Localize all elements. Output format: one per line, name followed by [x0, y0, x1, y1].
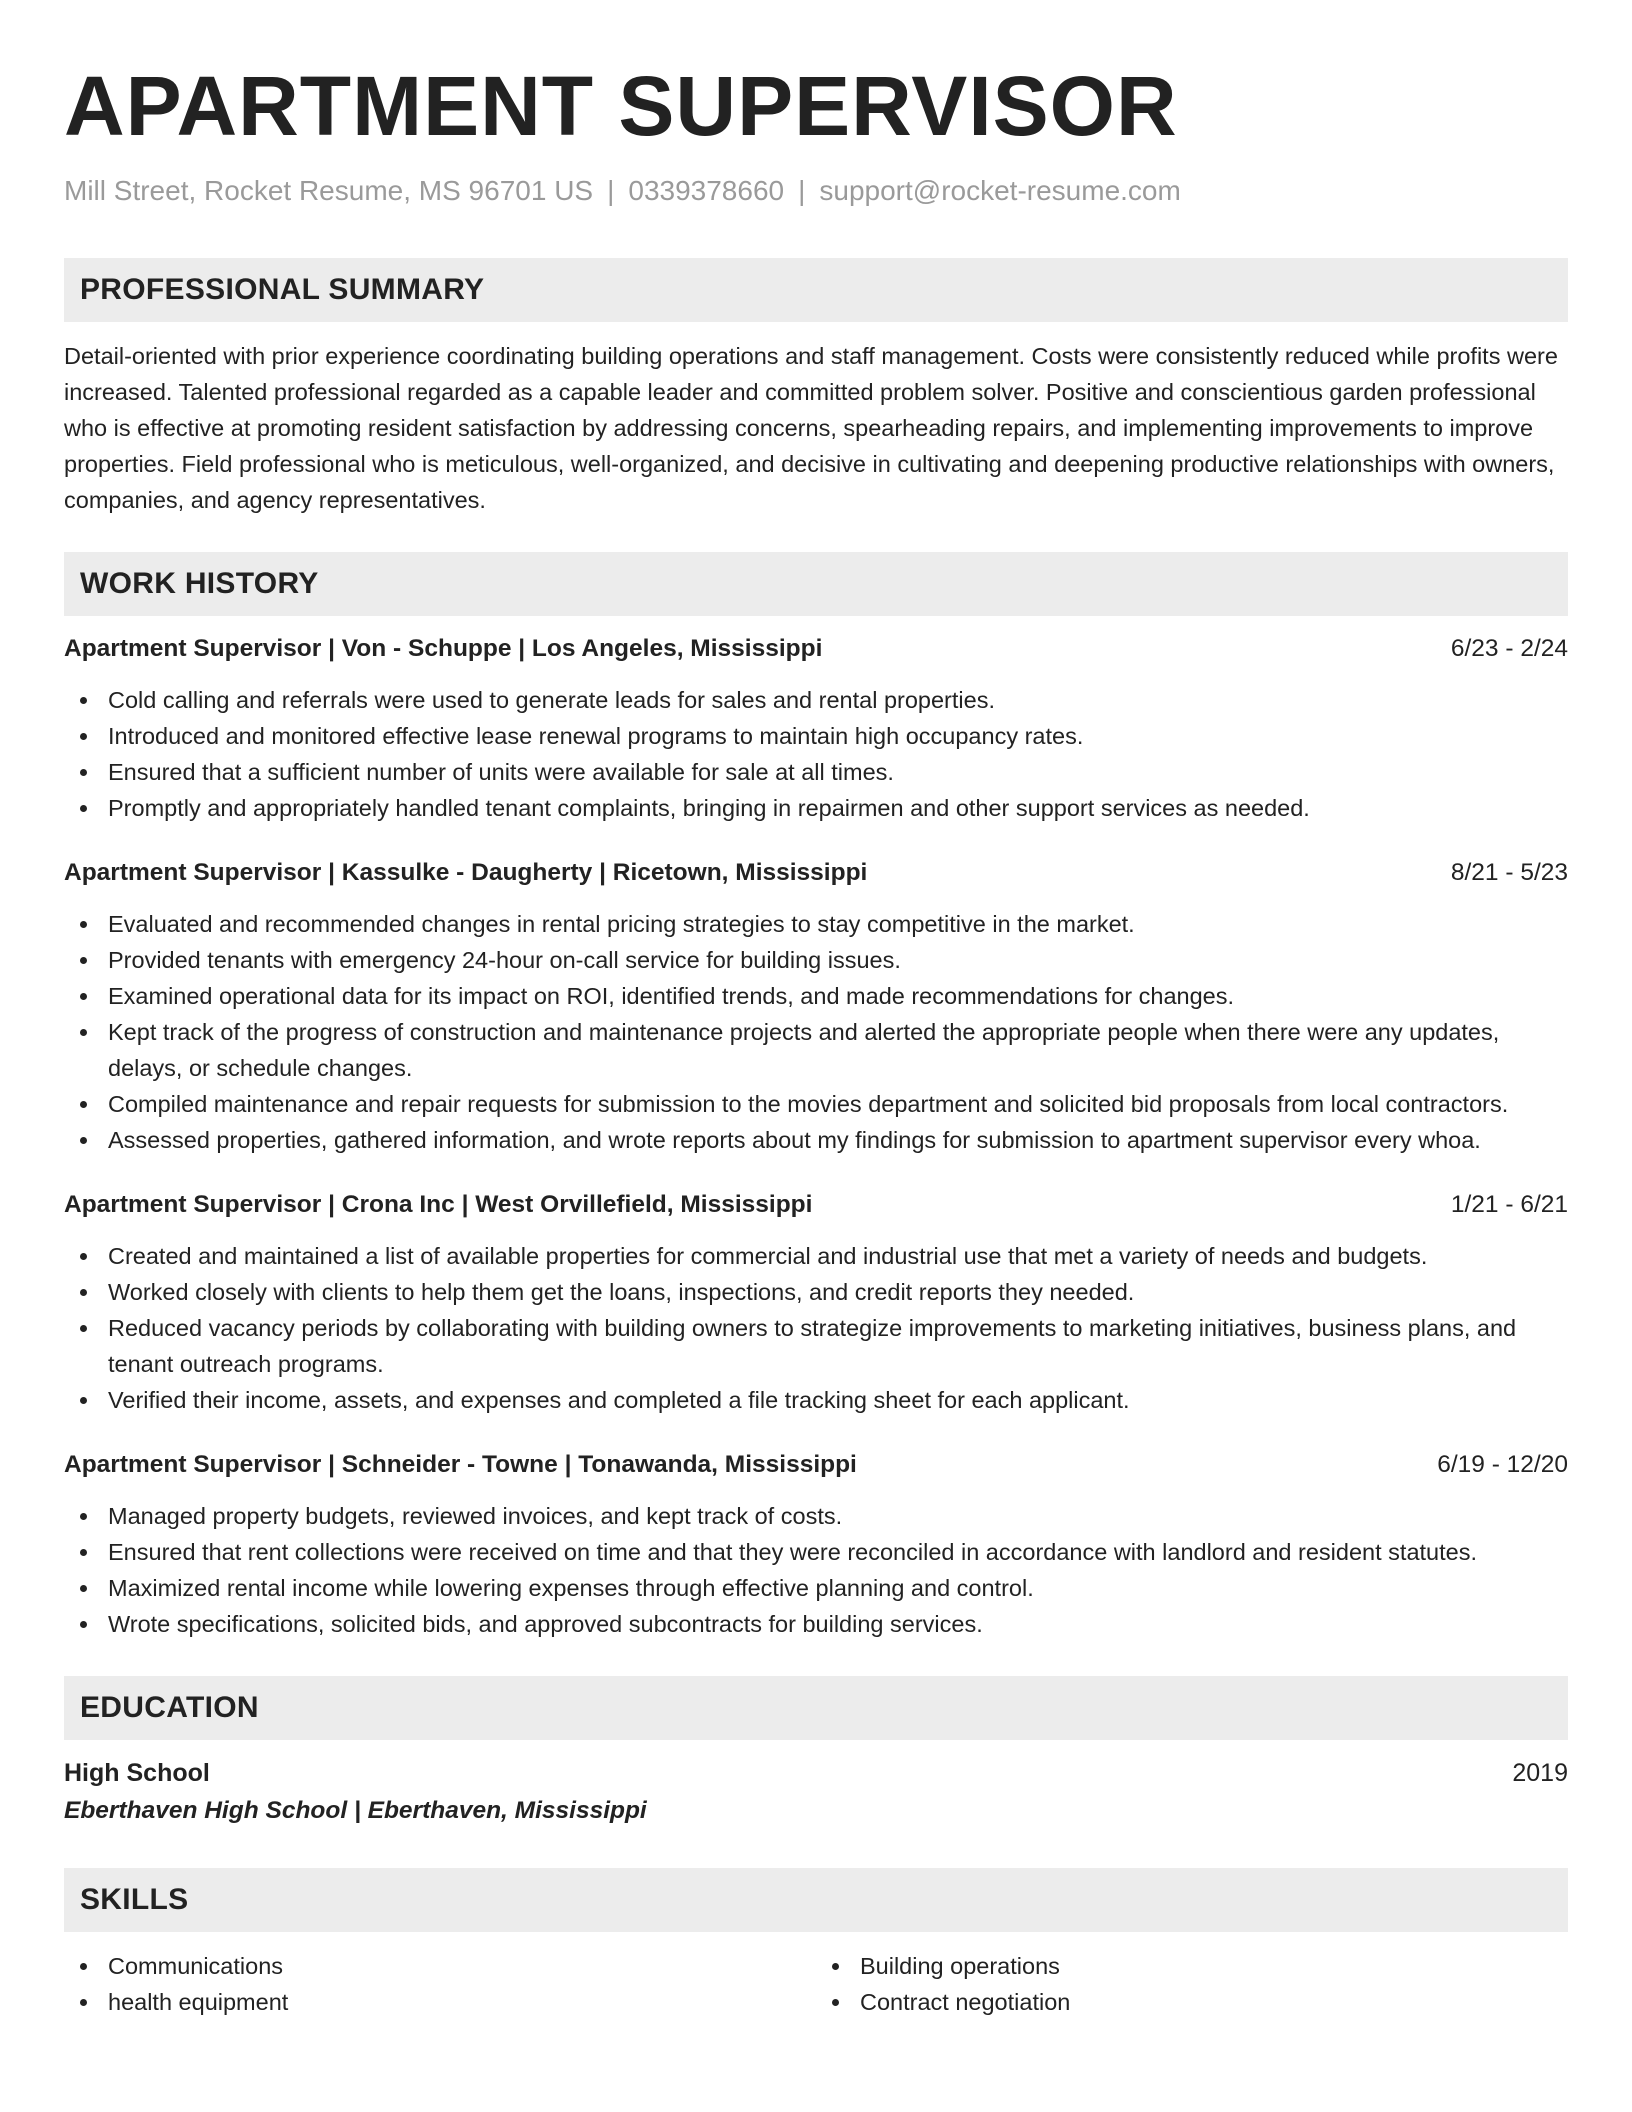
- section-header-education: EDUCATION: [64, 1676, 1568, 1740]
- job-bullet: Examined operational data for its impact on ROI, identified trends, and made recommendations for changes.: [64, 978, 1568, 1014]
- education-year: 2019: [1512, 1759, 1568, 1787]
- job-heading: Apartment Supervisor | Schneider - Towne | Tonawanda, Mississippi: [64, 1451, 857, 1478]
- job-bullets: [64, 1238, 1568, 1418]
- job-bullets: [64, 1498, 1568, 1642]
- job-dates: 1/21 - 6/21: [1450, 1191, 1568, 1218]
- section-header-summary: PROFESSIONAL SUMMARY: [64, 258, 1568, 322]
- skill-item: Communications: [64, 1948, 816, 1984]
- education-school: Eberthaven High School | Eberthaven, Mississippi: [64, 1797, 647, 1824]
- contact-line: [64, 174, 1568, 208]
- contact-address: Mill Street, Rocket Resume, MS 96701 US: [64, 175, 594, 206]
- job-bullet: Compiled maintenance and repair requests for submission to the movies department and solicited bid proposals from local contractors.: [64, 1086, 1568, 1122]
- skills-column-right: [816, 1948, 1568, 2020]
- contact-email: support@rocket-resume.com: [819, 175, 1181, 206]
- summary-text: Detail-oriented with prior experience coordinating building operations and staff management. Costs were consistently reduced while profits were increased. Talented professional regarded as a capable leader and committed problem solver. Positive and conscientious garden professional who is effective at promoting resident satisfaction by addressing concerns, spearheading repairs, and implementing improvements to improve properties. Field professional who is meticulous, well-organized, and decisive in cultivating and deepening productive relationships with owners, companies, and agency representatives.: [64, 343, 1558, 513]
- resume-name: APARTMENT SUPERVISOR: [64, 59, 1178, 153]
- job-bullet: Reduced vacancy periods by collaborating with building owners to strategize improvements to marketing initiatives, business plans, and tenant outreach programs.: [64, 1310, 1568, 1382]
- skill-item: Building operations: [816, 1948, 1568, 1984]
- skills-column-left: [64, 1948, 816, 2020]
- job-dates: 6/23 - 2/24: [1450, 635, 1568, 662]
- skill-item: Contract negotiation: [816, 1984, 1568, 2020]
- job-bullet: Provided tenants with emergency 24-hour on-call service for building issues.: [64, 942, 1568, 978]
- job-heading-row: [64, 632, 1568, 666]
- contact-separator: |: [798, 175, 806, 206]
- job-dates: 6/19 - 12/20: [1437, 1451, 1568, 1478]
- job-bullet: Created and maintained a list of available properties for commercial and industrial use that met a variety of needs and budgets.: [64, 1238, 1568, 1274]
- job-bullet: Evaluated and recommended changes in rental pricing strategies to stay competitive in the market.: [64, 906, 1568, 942]
- job-bullet: Assessed properties, gathered information, and wrote reports about my findings for submission to apartment supervisor every whoa.: [64, 1122, 1568, 1158]
- contact-phone: 0339378660: [628, 175, 785, 206]
- job-heading: Apartment Supervisor | Crona Inc | West Orvillefield, Mississippi: [64, 1191, 813, 1218]
- job-bullet: Ensured that rent collections were received on time and that they were reconciled in accordance with landlord and resident statutes.: [64, 1534, 1568, 1570]
- skill-item: health equipment: [64, 1984, 816, 2020]
- job-heading-row: [64, 1448, 1568, 1482]
- job-bullets: [64, 682, 1568, 826]
- skills-list: [64, 1948, 816, 2020]
- section-header-work-history: WORK HISTORY: [64, 552, 1568, 616]
- job-entry: [64, 1188, 1568, 1418]
- job-bullet: Worked closely with clients to help them get the loans, inspections, and credit reports they needed.: [64, 1274, 1568, 1310]
- job-entry: [64, 856, 1568, 1158]
- skills-grid: [64, 1948, 1568, 2020]
- job-entry: [64, 1448, 1568, 1642]
- education-heading-row: [64, 1756, 1568, 1790]
- job-heading: Apartment Supervisor | Von - Schuppe | Los Angeles, Mississippi: [64, 635, 823, 662]
- job-bullet: Managed property budgets, reviewed invoices, and kept track of costs.: [64, 1498, 1568, 1534]
- job-bullet: Kept track of the progress of construction and maintenance projects and alerted the appropriate people when there were any updates, delays, or schedule changes.: [64, 1014, 1568, 1086]
- job-entry: [64, 632, 1568, 826]
- skills-list: [816, 1948, 1568, 2020]
- job-bullet: Verified their income, assets, and expenses and completed a file tracking sheet for each applicant.: [64, 1382, 1568, 1418]
- job-bullet: Ensured that a sufficient number of units were available for sale at all times.: [64, 754, 1568, 790]
- job-bullet: Maximized rental income while lowering expenses through effective planning and control.: [64, 1570, 1568, 1606]
- job-heading-row: [64, 856, 1568, 890]
- section-header-skills: SKILLS: [64, 1868, 1568, 1932]
- contact-separator: |: [607, 175, 615, 206]
- job-heading-row: [64, 1188, 1568, 1222]
- job-bullet: Wrote specifications, solicited bids, and approved subcontracts for building services.: [64, 1606, 1568, 1642]
- education-degree: High School: [64, 1759, 210, 1787]
- job-bullets: [64, 906, 1568, 1158]
- job-bullet: Cold calling and referrals were used to generate leads for sales and rental properties.: [64, 682, 1568, 718]
- job-bullet: Introduced and monitored effective lease renewal programs to maintain high occupancy rates.: [64, 718, 1568, 754]
- job-bullet: Promptly and appropriately handled tenant complaints, bringing in repairmen and other support services as needed.: [64, 790, 1568, 826]
- job-heading: Apartment Supervisor | Kassulke - Daugherty | Ricetown, Mississippi: [64, 859, 868, 886]
- job-dates: 8/21 - 5/23: [1450, 859, 1568, 886]
